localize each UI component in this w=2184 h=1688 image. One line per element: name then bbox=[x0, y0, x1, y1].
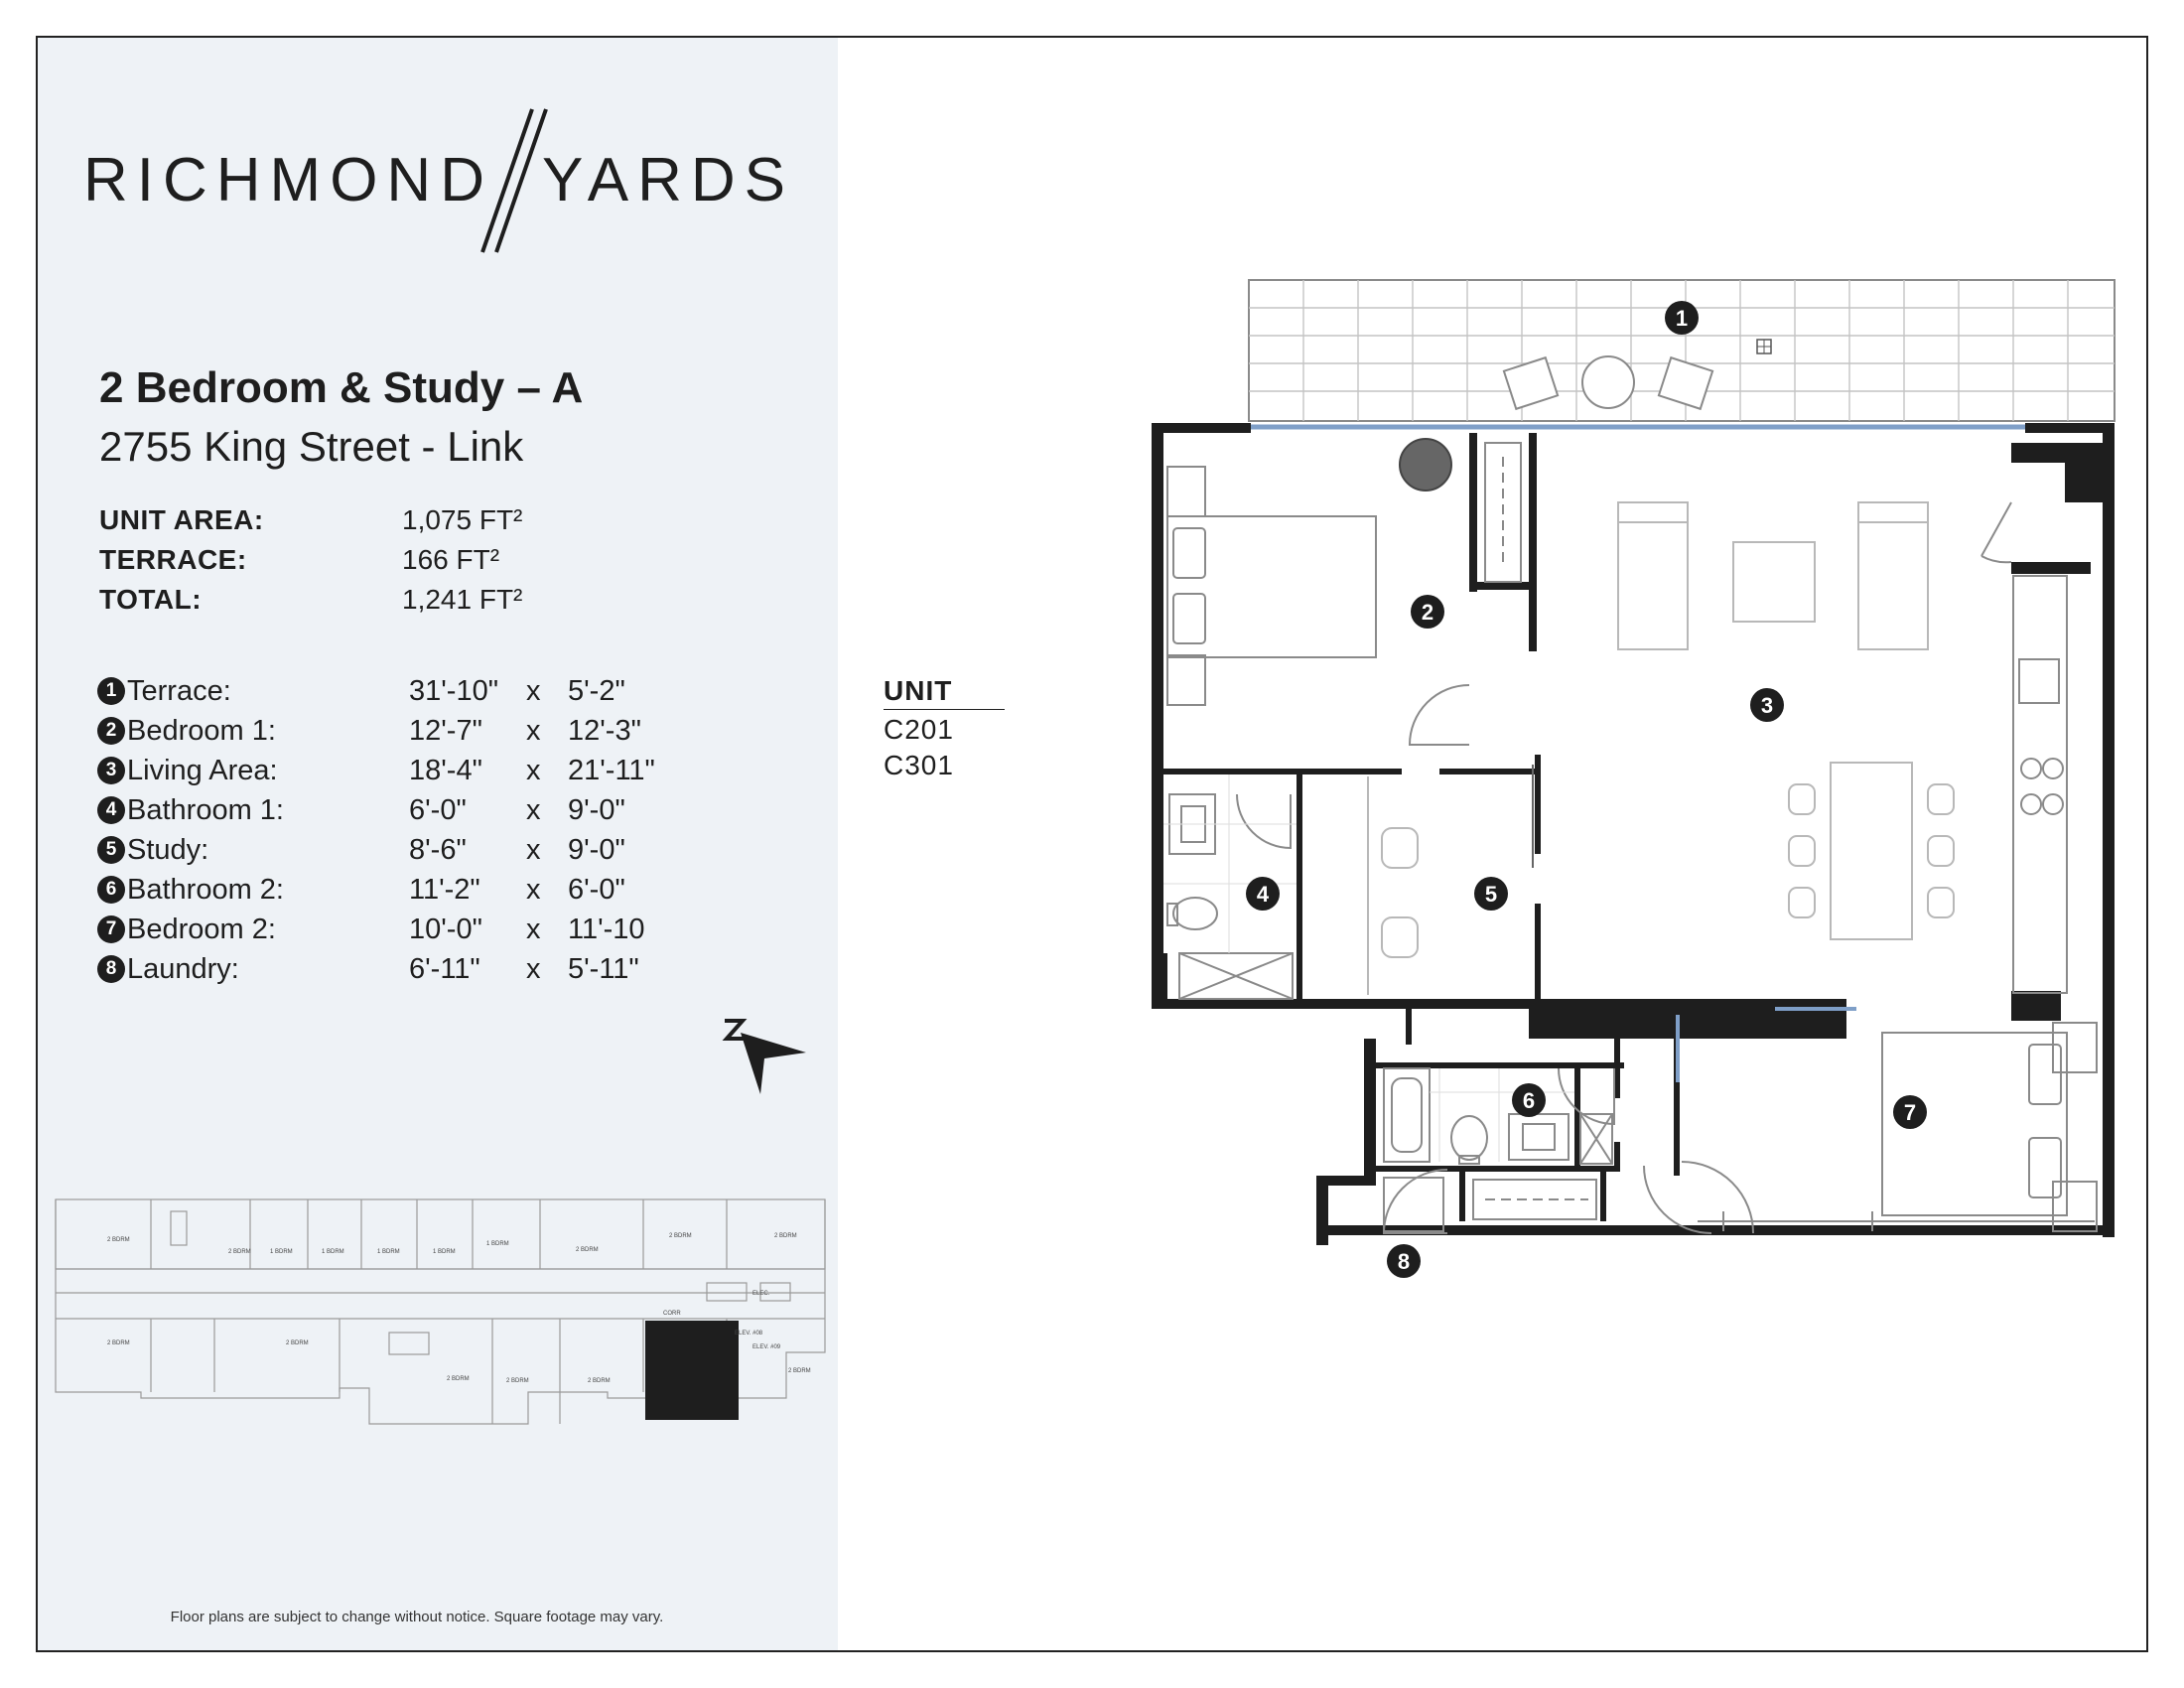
keyplan-label: 1 BDRM bbox=[486, 1241, 509, 1247]
room-name: Study: bbox=[127, 834, 209, 866]
keyplan-label: 1 BDRM bbox=[433, 1249, 456, 1255]
unit-number: C201 bbox=[884, 714, 954, 745]
area-label: TOTAL: bbox=[99, 584, 203, 615]
living-furniture bbox=[1618, 502, 1954, 939]
room-number-badge: 7 bbox=[97, 915, 125, 943]
room-number-badge: 1 bbox=[97, 677, 125, 705]
plan-tag bbox=[1512, 1083, 1546, 1117]
room-times: x bbox=[526, 874, 541, 906]
room-name: Bathroom 2: bbox=[127, 874, 284, 906]
svg-text:6: 6 bbox=[1522, 1088, 1536, 1113]
svg-text:5: 5 bbox=[1484, 882, 1498, 907]
room-length: 21'-11" bbox=[568, 755, 655, 786]
room-width: 11'-2" bbox=[409, 874, 480, 906]
brand-right: YARDS bbox=[542, 146, 795, 214]
room-name: Bathroom 1: bbox=[127, 794, 284, 826]
room-length: 5'-11" bbox=[568, 953, 639, 985]
svg-text:4: 4 bbox=[1256, 882, 1270, 907]
room-name: Terrace: bbox=[127, 675, 231, 707]
keyplan-label: 2 BDRM bbox=[669, 1233, 692, 1239]
keyplan-label: 2 BDRM bbox=[774, 1233, 797, 1239]
highlighted-unit bbox=[645, 1321, 739, 1420]
plan-tag bbox=[1893, 1095, 1927, 1129]
key-plan bbox=[52, 1194, 836, 1432]
room-name: Bedroom 2: bbox=[127, 914, 276, 945]
room-number-badge: 6 bbox=[97, 876, 125, 904]
keyplan-label: 1 BDRM bbox=[377, 1249, 400, 1255]
room-width: 12'-7" bbox=[409, 715, 482, 747]
bedroom-1-furniture bbox=[1167, 443, 1521, 745]
room-width: 31'-10" bbox=[409, 675, 499, 707]
laundry bbox=[1384, 1170, 1596, 1233]
keyplan-service: ELEV. #08 bbox=[735, 1331, 763, 1336]
floor-plan bbox=[1142, 268, 2124, 1440]
study-furniture bbox=[1368, 765, 1533, 995]
disclaimer: Floor plans are subject to change without notice. Square footage may vary. bbox=[170, 1609, 664, 1625]
unit-title: 2 Bedroom & Study – A bbox=[99, 363, 584, 412]
keyplan-label: 2 BDRM bbox=[588, 1378, 611, 1384]
room-number-badge: 3 bbox=[97, 757, 125, 784]
keyplan-label: 2 BDRM bbox=[107, 1237, 130, 1243]
brand-left: RICHMOND bbox=[83, 146, 493, 214]
room-width: 10'-0" bbox=[409, 914, 482, 945]
unit-list-header: UNIT bbox=[884, 675, 1005, 710]
unit-number: C301 bbox=[884, 750, 954, 780]
room-number-badge: 5 bbox=[97, 836, 125, 864]
plant-icon bbox=[1400, 439, 1451, 491]
keyplan-label: 2 BDRM bbox=[286, 1340, 309, 1346]
walls bbox=[1152, 423, 2115, 1245]
room-times: x bbox=[526, 755, 541, 786]
room-number-badge: 8 bbox=[97, 955, 125, 983]
keyplan-label: 1 BDRM bbox=[322, 1249, 344, 1255]
room-times: x bbox=[526, 715, 541, 747]
area-value: 1,075 FT² bbox=[402, 504, 523, 535]
plan-tag bbox=[1387, 1244, 1421, 1278]
bedroom-2-furniture bbox=[1644, 1023, 2097, 1233]
room-width: 8'-6" bbox=[409, 834, 467, 866]
svg-text:7: 7 bbox=[1903, 1100, 1917, 1125]
plan-tag bbox=[1246, 877, 1280, 911]
plan-tag bbox=[1411, 595, 1444, 629]
room-times: x bbox=[526, 834, 541, 866]
room-length: 5'-2" bbox=[568, 675, 625, 707]
keyplan-service: ELEV. #09 bbox=[752, 1344, 781, 1350]
room-length: 12'-3" bbox=[568, 715, 641, 747]
keyplan-service: ELEC. bbox=[752, 1291, 770, 1297]
room-length: 9'-0" bbox=[568, 834, 625, 866]
keyplan-label: 2 BDRM bbox=[447, 1376, 470, 1382]
area-value: 1,241 FT² bbox=[402, 584, 523, 615]
keyplan-label: 2 BDRM bbox=[576, 1247, 599, 1253]
room-width: 6'-11" bbox=[409, 953, 480, 985]
room-times: x bbox=[526, 914, 541, 945]
area-label: UNIT AREA: bbox=[99, 504, 264, 535]
keyplan-label: 2 BDRM bbox=[788, 1368, 811, 1374]
area-label: TERRACE: bbox=[99, 544, 247, 575]
room-name: Laundry: bbox=[127, 953, 239, 985]
room-width: 6'-0" bbox=[409, 794, 467, 826]
room-name: Living Area: bbox=[127, 755, 278, 786]
room-times: x bbox=[526, 794, 541, 826]
room-number-badge: 2 bbox=[97, 717, 125, 745]
area-value: 166 FT² bbox=[402, 544, 500, 575]
svg-text:2: 2 bbox=[1421, 600, 1434, 625]
room-length: 6'-0" bbox=[568, 874, 625, 906]
svg-text:3: 3 bbox=[1760, 693, 1774, 718]
unit-address: 2755 King Street - Link bbox=[99, 423, 524, 470]
interior-walls bbox=[1163, 433, 2113, 1233]
room-times: x bbox=[526, 675, 541, 707]
keyplan-label: 2 BDRM bbox=[107, 1340, 130, 1346]
unit-list bbox=[884, 675, 1005, 781]
north-arrow-icon bbox=[721, 1011, 810, 1100]
plan-tags bbox=[1246, 301, 1927, 1278]
room-times: x bbox=[526, 953, 541, 985]
brand-logo bbox=[83, 107, 798, 256]
room-width: 18'-4" bbox=[409, 755, 482, 786]
room-number-badge: 4 bbox=[97, 796, 125, 824]
plan-tag bbox=[1750, 688, 1784, 722]
svg-text:8: 8 bbox=[1397, 1249, 1411, 1274]
keyplan-label: 1 BDRM bbox=[270, 1249, 293, 1255]
plan-tag bbox=[1474, 877, 1508, 911]
svg-text:1: 1 bbox=[1675, 306, 1689, 331]
room-length: 9'-0" bbox=[568, 794, 625, 826]
logo-slash-icon bbox=[478, 107, 548, 256]
plan-tag bbox=[1665, 301, 1699, 335]
room-length: 11'-10 bbox=[568, 914, 645, 945]
keyplan-label: 2 BDRM bbox=[228, 1249, 251, 1255]
keyplan-service: CORR bbox=[663, 1311, 681, 1317]
kitchen bbox=[1981, 502, 2067, 993]
room-name: Bedroom 1: bbox=[127, 715, 276, 747]
keyplan-label: 2 BDRM bbox=[506, 1378, 529, 1384]
